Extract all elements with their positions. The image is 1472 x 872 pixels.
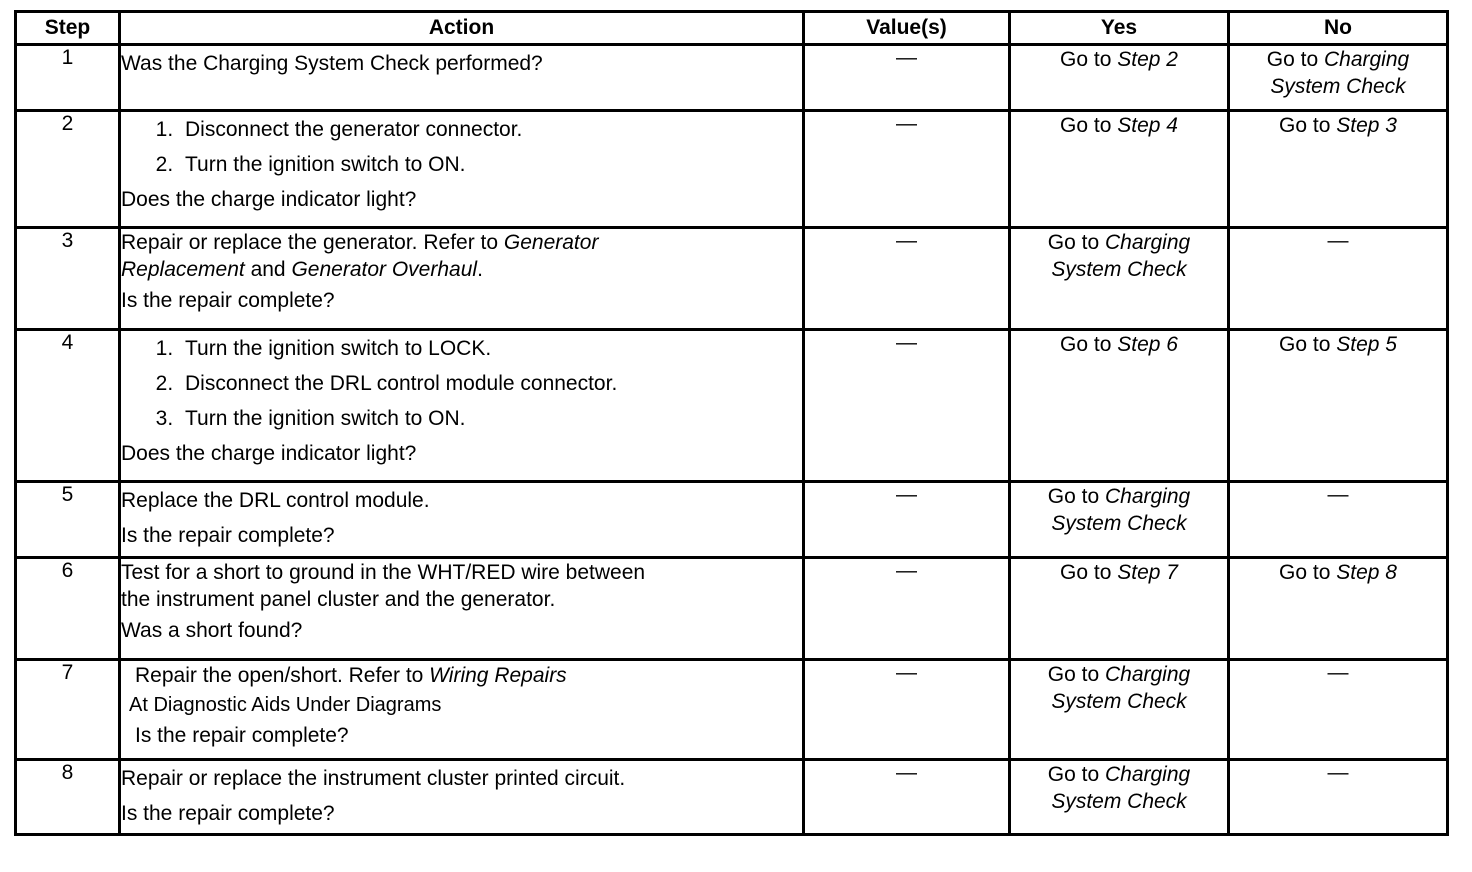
yes-target-2: System Check [1051, 790, 1187, 813]
table-row [16, 111, 1448, 228]
yes-text: Go to [1047, 231, 1105, 254]
action-step-item: 2. Turn the ignition switch to ON. [179, 147, 802, 182]
action-steps [121, 331, 802, 436]
action-question: Does the charge indicator light? [121, 188, 417, 211]
table-row [16, 45, 1448, 111]
action-cell [120, 330, 804, 482]
action-question: Is the repair complete? [121, 289, 335, 312]
action-question: Is the repair complete? [121, 524, 335, 547]
table-row [16, 482, 1448, 558]
action-text: Replace the DRL control module. [121, 489, 430, 512]
step-number: 2 [16, 111, 120, 228]
no-target-2: System Check [1270, 75, 1406, 98]
yes-cell [1010, 228, 1229, 330]
action-text-part: Test for a short to ground in the WHT/RED wire between [121, 561, 646, 584]
yes-target: Charging [1104, 763, 1191, 786]
action-cell [120, 482, 804, 558]
action-ref: Replacement [121, 258, 245, 281]
action-ref: Generator [503, 231, 599, 254]
no-cell: — [1229, 760, 1448, 835]
step-number: 4 [16, 330, 120, 482]
action-step-item: 2. Disconnect the DRL control module connector. [179, 366, 802, 401]
value-cell: — [804, 558, 1010, 660]
step-number: 7 [16, 660, 120, 760]
yes-cell [1010, 111, 1229, 228]
action-question: Is the repair complete? [121, 802, 335, 825]
action-text: Repair or replace the instrument cluster printed circuit. [121, 767, 626, 790]
no-cell [1229, 330, 1448, 482]
yes-cell [1010, 660, 1229, 760]
action-cell [120, 45, 804, 111]
action-question: Was the Charging System Check performed? [121, 52, 543, 75]
step-number: 8 [16, 760, 120, 835]
yes-target: Step 6 [1117, 333, 1178, 356]
value-cell: — [804, 760, 1010, 835]
value-cell: — [804, 45, 1010, 111]
action-text [121, 559, 802, 613]
action-question: Does the charge indicator light? [121, 442, 417, 465]
step-number: 6 [16, 558, 120, 660]
yes-text: Go to [1047, 485, 1105, 508]
action-text-part: . [477, 258, 483, 281]
no-text: Go to [1279, 561, 1337, 584]
table-row [16, 558, 1448, 660]
no-cell [1229, 45, 1448, 111]
value-cell: — [804, 660, 1010, 760]
action-text [129, 661, 802, 691]
yes-text: Go to [1060, 561, 1118, 584]
action-cell [120, 228, 804, 330]
header-yes: Yes [1010, 12, 1229, 45]
action-cell [120, 660, 804, 760]
step-number: 5 [16, 482, 120, 558]
yes-cell [1010, 558, 1229, 660]
diagnostic-table [14, 10, 1449, 836]
no-cell: — [1229, 228, 1448, 330]
action-cell [120, 760, 804, 835]
no-cell [1229, 558, 1448, 660]
step-number: 1 [16, 45, 120, 111]
yes-target: Charging [1104, 663, 1191, 686]
yes-cell [1010, 330, 1229, 482]
table-row [16, 660, 1448, 760]
yes-cell [1010, 760, 1229, 835]
yes-target-2: System Check [1051, 258, 1187, 281]
yes-target: Step 4 [1117, 114, 1178, 137]
yes-target-2: System Check [1051, 690, 1187, 713]
action-text [121, 229, 802, 283]
no-text: Go to [1266, 48, 1324, 71]
table-row [16, 760, 1448, 835]
action-text-part: the instrument panel cluster and the generator. [121, 588, 556, 611]
action-question: Is the repair complete? [135, 724, 349, 747]
value-cell: — [804, 111, 1010, 228]
yes-target: Step 2 [1117, 48, 1178, 71]
yes-cell [1010, 45, 1229, 111]
value-cell: — [804, 482, 1010, 558]
action-steps [121, 112, 802, 182]
yes-target-2: System Check [1051, 512, 1187, 535]
yes-cell [1010, 482, 1229, 558]
action-text-part: and [244, 258, 292, 281]
action-ref: Generator Overhaul [291, 258, 478, 281]
yes-target: Charging [1104, 485, 1191, 508]
action-cell [120, 111, 804, 228]
action-step-item: 3. Turn the ignition switch to ON. [179, 401, 802, 436]
no-text: Go to [1279, 333, 1337, 356]
yes-target: Step 7 [1117, 561, 1178, 584]
header-values: Value(s) [804, 12, 1010, 45]
yes-text: Go to [1047, 663, 1105, 686]
action-ref: Wiring Repairs [429, 664, 567, 687]
no-target: Step 5 [1336, 333, 1397, 356]
yes-text: Go to [1060, 48, 1118, 71]
step-number: 3 [16, 228, 120, 330]
no-target: Step 3 [1336, 114, 1397, 137]
action-note: At Diagnostic Aids Under Diagrams [129, 694, 442, 716]
value-cell: — [804, 330, 1010, 482]
action-text-part: Repair the open/short. Refer to [135, 664, 430, 687]
yes-text: Go to [1060, 333, 1118, 356]
table-row [16, 228, 1448, 330]
header-no: No [1229, 12, 1448, 45]
header-row [16, 12, 1448, 45]
yes-text: Go to [1047, 763, 1105, 786]
action-step-item: 1. Disconnect the generator connector. [179, 112, 802, 147]
no-cell [1229, 111, 1448, 228]
header-step: Step [16, 12, 120, 45]
yes-target: Charging [1104, 231, 1191, 254]
table-row [16, 330, 1448, 482]
no-target: Step 8 [1336, 561, 1397, 584]
value-cell: — [804, 228, 1010, 330]
no-cell: — [1229, 482, 1448, 558]
action-text-part: Repair or replace the generator. Refer to [121, 231, 504, 254]
yes-text: Go to [1060, 114, 1118, 137]
no-target: Charging [1323, 48, 1410, 71]
action-question: Was a short found? [121, 619, 303, 642]
action-cell [120, 558, 804, 660]
action-step-item: 1. Turn the ignition switch to LOCK. [179, 331, 802, 366]
header-action: Action [120, 12, 804, 45]
no-cell: — [1229, 660, 1448, 760]
no-text: Go to [1279, 114, 1337, 137]
